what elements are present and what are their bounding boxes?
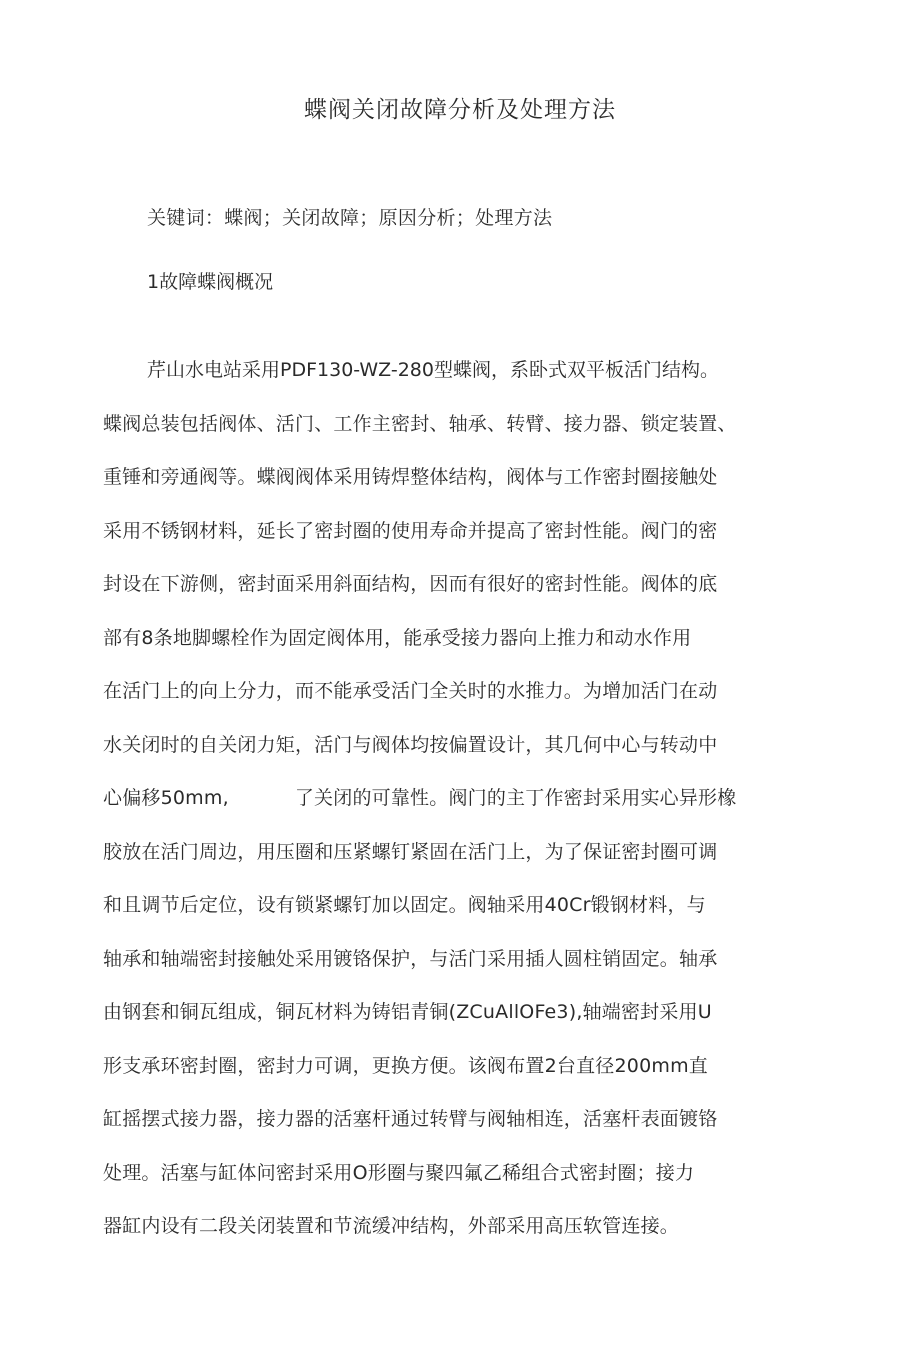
paragraph-line: 采用不锈钢材料，延长了密封圈的使用寿命并提高了密封性能。阀门的密 <box>103 520 718 542</box>
paragraph-line: 蝶阀总装包括阀体、活门、工作主密封、轴承、转臂、接力器、锁定装置、 <box>103 413 737 435</box>
paragraph-line <box>103 784 736 812</box>
paragraph-line-start: 心偏移50mm, <box>103 787 229 809</box>
paragraph-line: 胶放在活门周边，用压圈和压紧螺钉紧固在活门上，为了保证密封圈可调 <box>103 841 718 863</box>
paragraph-line: 器缸内设有二段关闭装置和节流缓冲结构，外部采用高压软管连接。 <box>103 1215 680 1237</box>
paragraph-line: 部有8条地脚螺栓作为固定阀体用，能承受接力器向上推力和动水作用 <box>103 627 692 649</box>
paragraph-line-end: 了关闭的可靠性。阀门的主丁作密封采用实心异形橡 <box>294 787 737 809</box>
document-title: 蝶阀关闭故障分析及处理方法 <box>304 97 616 123</box>
paragraph-line: 芹山水电站采用PDF130-WZ-280型蝶阀，系卧式双平板活门结构。 <box>147 359 719 381</box>
paragraph-line: 处理。活塞与缸体问密封采用O形圈与聚四氟乙稀组合式密封圈；接力 <box>103 1162 695 1184</box>
paragraph-line: 在活门上的向上分力，而不能承受活门全关时的水推力。为增加活门在动 <box>103 680 718 702</box>
paragraph-line: 形支承环密封圈，密封力可调，更换方便。该阀布置2台直径200mm直 <box>103 1055 708 1077</box>
paragraph-line: 缸摇摆式接力器，接力器的活塞杆通过转臂与阀轴相连，活塞杆表面镀铬 <box>103 1108 718 1130</box>
paragraph-line: 和且调节后定位，设有锁紧螺钉加以固定。阀轴采用40Cr锻钢材料，与 <box>103 894 706 916</box>
paragraph-line: 轴承和轴端密封接触处采用镀铬保护，与活门采用插人圆柱销固定。轴承 <box>103 948 718 970</box>
paragraph-line: 水关闭时的自关闭力矩，活门与阀体均按偏置设计，其几何中心与转动中 <box>103 734 718 756</box>
keywords-line: 关键词：蝶阀；关闭故障；原因分析；处理方法 <box>147 207 553 229</box>
paragraph-line: 重锤和旁通阀等。蝶阀阀体采用铸焊整体结构，阀体与工作密封圈接触处 <box>103 466 718 488</box>
paragraph-line: 封设在下游侧，密封面采用斜面结构，因而有很好的密封性能。阀体的底 <box>103 573 718 595</box>
paragraph-line: 由钢套和铜瓦组成，铜瓦材料为铸铝青铜(ZCuAllOFe3),轴端密封采用U <box>103 1001 712 1023</box>
section-heading: 1故障蝶阀概况 <box>147 271 274 293</box>
